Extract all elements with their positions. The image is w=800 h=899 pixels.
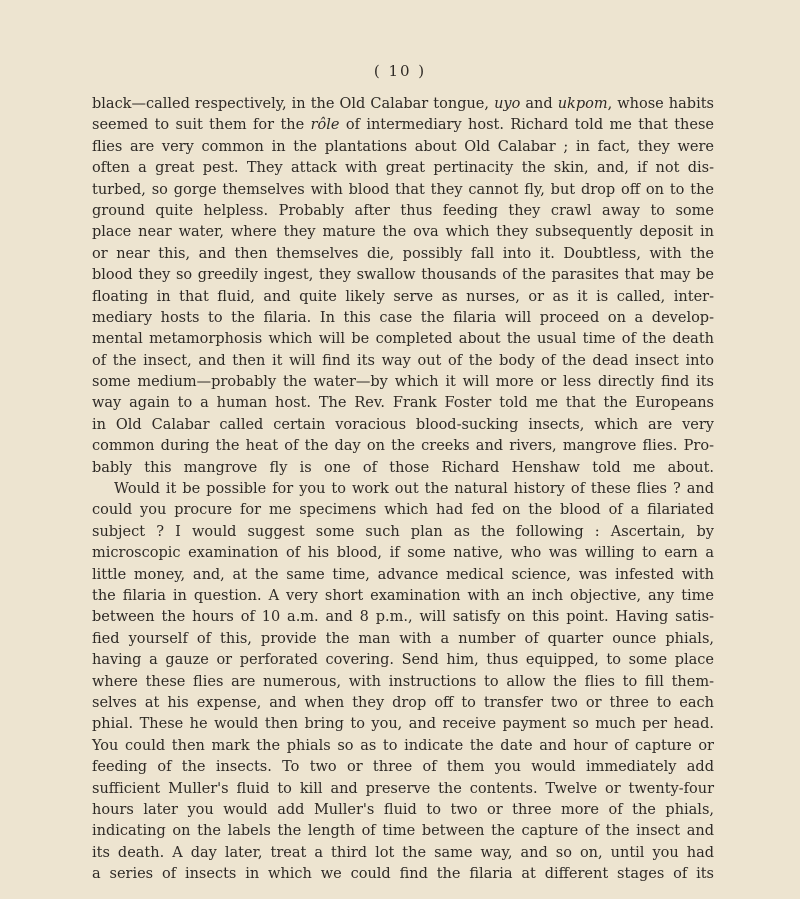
text-span: of intermediary host. Richard told me that these xyxy=(339,117,714,134)
text-line: mental metamorphosis which will be completed about the usual time of the death xyxy=(92,331,714,348)
text-line: the filaria in question. A very short examination with an inch objective, any time xyxy=(92,587,714,604)
text-line: mediary hosts to the filaria. In this case the filaria will proceed on a develop- xyxy=(92,309,714,326)
text-span: , whose habits xyxy=(607,96,714,112)
text-line: where these flies are numerous, with instructions to allow the flies to fill them- xyxy=(92,673,714,690)
text-line: fied yourself of this, provide the man with a number of quarter ounce phials, xyxy=(92,630,714,647)
text-line: phial. These he would then bring to you, and receive payment so much per head. xyxy=(92,716,714,733)
text-line xyxy=(92,94,714,115)
text-line: its death. A day later, treat a third lot the same way, and so on, until you had xyxy=(92,844,714,861)
text-line: floating in that fluid, and quite likely serve as nurses, or as it is called, inter- xyxy=(92,288,714,305)
text-line: in Old Calabar called certain voracious blood-sucking insects, which are very xyxy=(92,416,714,433)
text-line: bably this mangrove fly is one of those Richard Henshaw told me about. xyxy=(92,459,714,476)
text-line: of the insect, and then it will find its way out of the body of the dead insect into xyxy=(92,352,714,369)
text-line: or near this, and then themselves die, possibly fall into it. Doubtless, with the xyxy=(92,245,714,262)
text-line: often a great pest. They attack with great pertinacity the skin, and, if not dis- xyxy=(92,160,714,177)
text-line xyxy=(92,115,714,136)
text-line: some medium—probably the water—by which it will more or less directly find its xyxy=(92,374,714,391)
italic-term: uyo xyxy=(494,96,521,112)
text-line: You could then mark the phials so as to indicate the date and hour of capture or xyxy=(92,737,714,754)
text-line: having a gauze or perforated covering. Send him, thus equipped, to some place xyxy=(92,652,714,669)
text-line: selves at his expense, and when they drop off to transfer two or three to each xyxy=(92,694,714,711)
text-line: between the hours of 10 a.m. and 8 p.m., will satisfy on this point. Having satis- xyxy=(92,609,714,626)
text-line: flies are very common in the plantations about Old Calabar ; in fact, they were xyxy=(92,138,714,155)
text-span: and xyxy=(520,96,558,112)
text-line: Would it be possible for you to work out the natural history of these flies ? and xyxy=(114,481,714,498)
text-line: way again to a human host. The Rev. Frank Foster told me that the Europeans xyxy=(92,395,714,412)
italic-term: rôle xyxy=(310,117,340,134)
text-line: microscopic examination of his blood, if some native, who was willing to earn a xyxy=(92,545,714,562)
body-text xyxy=(92,94,714,885)
text-line: turbed, so gorge themselves with blood that they cannot fly, but drop off on to the xyxy=(92,181,714,198)
text-span: black—called respectively, in the Old Calabar tongue, xyxy=(92,96,495,112)
text-line: hours later you would add Muller's fluid to two or three more of the phials, xyxy=(92,801,714,818)
text-line: blood they so greedily ingest, they swallow thousands of the parasites that may be xyxy=(92,267,714,284)
text-line: place near water, where they mature the ova which they subsequently deposit in xyxy=(92,224,714,241)
text-line: ground quite helpless. Probably after thus feeding they crawl away to some xyxy=(92,202,714,219)
text-line: common during the heat of the day on the creeks and rivers, mangrove flies. Pro- xyxy=(92,438,714,455)
text-span: seemed to suit them for the xyxy=(92,117,311,134)
text-line: indicating on the labels the length of time between the capture of the insect and xyxy=(92,823,714,840)
text-line: subject ? I would suggest some such plan as the following : Ascertain, by xyxy=(92,523,714,540)
page-number: ( 10 ) xyxy=(373,62,427,80)
text-line: could you procure for me specimens which had fed on the blood of a filariated xyxy=(92,502,714,519)
text-line: little money, and, at the same time, advance medical science, was infested with xyxy=(92,566,714,583)
text-line: a series of insects in which we could find the filaria at different stages of its xyxy=(92,866,714,883)
text-line: feeding of the insects. To two or three of them you would immediately add xyxy=(92,759,714,776)
italic-term: ukpom xyxy=(557,96,608,112)
text-line: sufficient Muller's fluid to kill and preserve the contents. Twelve or twenty-four xyxy=(92,780,714,797)
